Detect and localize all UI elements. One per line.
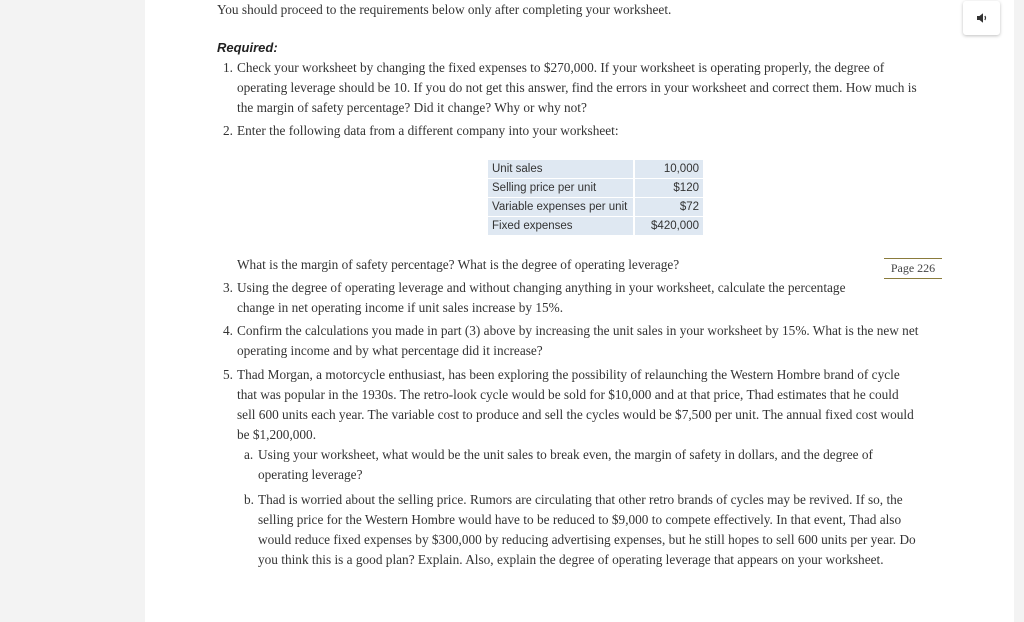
page-number-badge: Page 226 — [884, 258, 942, 279]
item-2-line: Enter the following data from a different company into your worksheet: — [237, 123, 619, 138]
item-5-line-2: that was popular in the 1930s. The retro-look cycle would be sold for $10,000 and at that price, Thad estimates that he could — [237, 387, 899, 402]
table-value: $72 — [635, 198, 703, 216]
speaker-icon — [976, 12, 988, 24]
item-4-line-1: Confirm the calculations you made in part (3) above by increasing the unit sales in your worksheet by 15%. What is the new net — [237, 323, 919, 338]
item-5-line-3: sell 600 units each year. The variable cost to produce and sell the cycles would be $7,500 per unit. The annual fixed cost would — [237, 407, 914, 422]
table-value: $120 — [635, 179, 703, 197]
item-5b-number: b. — [244, 492, 254, 507]
item-5b-line-3: would reduce fixed expenses by $300,000 by reducing advertising expenses, but he still hopes to sell 600 units per year. Do — [258, 532, 916, 547]
item-1-line-3: the margin of safety percentage? Did it change? Why or why not? — [237, 100, 587, 115]
item-5a-number: a. — [244, 447, 254, 462]
item-5b-line-1: Thad is worried about the selling price. Rumors are circulating that other retro brands of cycles may be revived. If so, the — [258, 492, 903, 507]
item-1-number: 1. — [223, 60, 233, 75]
item-2-question: What is the margin of safety percentage? What is the degree of operating leverage? — [237, 257, 680, 272]
table-row — [488, 179, 703, 197]
item-5a-line-2: operating leverage? — [258, 467, 363, 482]
item-3-line-2: change in net operating income if unit sales increase by 15%. — [237, 300, 564, 315]
table-label: Fixed expenses — [488, 217, 633, 235]
item-1-line-1: Check your worksheet by changing the fixed expenses to $270,000. If your worksheet is operating properly, the degree of — [237, 60, 885, 75]
intro-text: You should proceed to the requirements below only after completing your worksheet. — [217, 2, 672, 17]
item-5-number: 5. — [223, 367, 233, 382]
table-value: 10,000 — [635, 160, 703, 178]
table-value: $420,000 — [635, 217, 703, 235]
item-5-line-1: Thad Morgan, a motorcycle enthusiast, has been exploring the possibility of relaunching the Western Hombre brand of cycle — [237, 367, 900, 382]
item-5b-line-4: you think this is a good plan? Explain. Also, explain the degree of operating leverage that appears on your worksheet. — [258, 552, 884, 567]
table-label: Unit sales — [488, 160, 633, 178]
item-3-line-1: Using the degree of operating leverage and without changing anything in your worksheet, calculate the percentage — [237, 280, 846, 295]
item-5b-line-2: selling price for the Western Hombre would have to be reduced to $9,000 to compete effectively. In that event, Thad also — [258, 512, 902, 527]
table-row — [488, 217, 703, 235]
table-row — [488, 160, 703, 178]
required-heading: Required: — [217, 40, 278, 55]
table-label: Variable expenses per unit — [488, 198, 633, 216]
item-5-line-4: be $1,200,000. — [237, 427, 317, 442]
item-2-number: 2. — [223, 123, 233, 138]
item-4-line-2: operating income and by what percentage did it increase? — [237, 343, 543, 358]
company-data-table — [488, 159, 703, 236]
audio-button[interactable] — [963, 1, 1000, 35]
item-1-line-2: operating leverage should be 10. If you do not get this answer, find the errors in your worksheet and correct them. How much is — [237, 80, 917, 95]
table-row — [488, 198, 703, 216]
item-5a-line-1: Using your worksheet, what would be the unit sales to break even, the margin of safety in dollars, and the degree of — [258, 447, 873, 462]
item-4-number: 4. — [223, 323, 233, 338]
item-3-number: 3. — [223, 280, 233, 295]
table-label: Selling price per unit — [488, 179, 633, 197]
